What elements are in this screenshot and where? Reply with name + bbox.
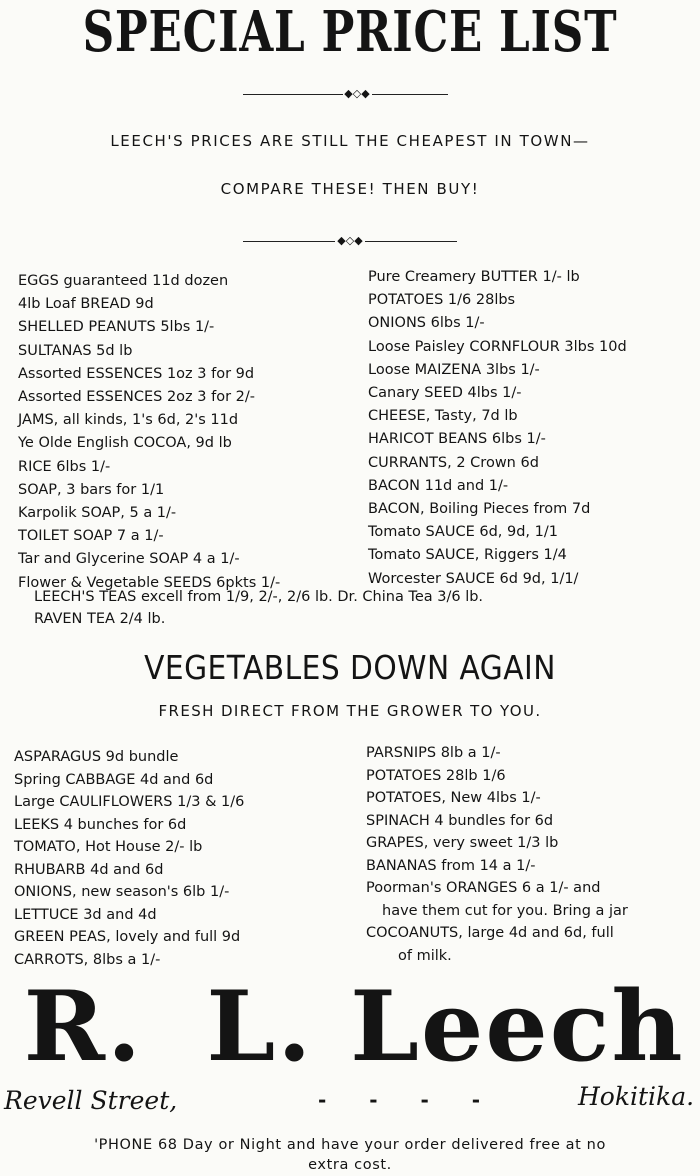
list-item: Tar and Glycerine SOAP 4 a 1/- <box>18 551 240 568</box>
list-item: JAMS, all kinds, 1's 6d, 2's 11d <box>18 412 239 429</box>
list-item: Tomato SAUCE, Riggers 1/4 <box>368 547 567 564</box>
page-title: SPECIAL PRICE LIST <box>82 0 618 65</box>
list-item: POTATOES, New 4lbs 1/- <box>366 790 541 806</box>
divider-left-2 <box>243 241 335 242</box>
grocery-list-right <box>368 266 627 591</box>
ornament-icon-2: ◆◇◆ <box>337 234 363 247</box>
list-item: PARSNIPS 8lb a 1/- <box>366 745 501 761</box>
grocery-list-left <box>18 270 280 595</box>
list-item: ONIONS, new season's 6lb 1/- <box>14 884 230 900</box>
footer-phone: 'PHONE 68 Day or Night and have your order delivered free at no <box>94 1137 606 1153</box>
list-item: BACON, Boiling Pieces from 7d <box>368 501 591 518</box>
list-item: BANANAS from 14 a 1/- <box>366 857 536 874</box>
list-item: EGGS guaranteed 11d dozen <box>18 273 229 289</box>
tagline-cheapest: LEECH'S PRICES ARE STILL THE CHEAPEST IN TOWN— <box>110 132 590 150</box>
list-item: COCOANUTS, large 4d and 6d, full <box>366 925 614 941</box>
list-item: HARICOT BEANS 6lbs 1/- <box>368 431 546 448</box>
list-item: Spring CABBAGE 4d and 6d <box>14 771 214 788</box>
ornament-icon: ◆◇◆ <box>344 87 370 100</box>
teas-line: LEECH'S TEAS excell from 1/9, 2/-, 2/6 lb. Dr. China Tea 3/6 lb. <box>34 589 484 605</box>
list-item: Assorted ESSENCES 2oz 3 for 2/- <box>18 389 255 406</box>
list-item: ASPARAGUS 9d bundle <box>14 749 179 765</box>
list-item: have them cut for you. Bring a jar <box>382 902 628 919</box>
list-item: CHEESE, Tasty, 7d lb <box>368 408 518 425</box>
tagline-compare: COMPARE THESE! THEN BUY! <box>220 180 480 198</box>
list-item: RHUBARB 4d and 6d <box>14 861 164 878</box>
list-item: GRAPES, very sweet 1/3 lb <box>366 835 559 851</box>
divider-right-2 <box>365 241 457 242</box>
list-item: TOILET SOAP 7 a 1/- <box>18 528 164 545</box>
list-item: SPINACH 4 bundles for 6d <box>366 812 554 829</box>
list-item: ONIONS 6lbs 1/- <box>368 315 485 332</box>
list-item: Loose MAIZENA 3lbs 1/- <box>368 361 540 378</box>
vegetable-list-left <box>14 746 244 971</box>
list-item: LETTUCE 3d and 4d <box>14 906 157 923</box>
list-item: CURRANTS, 2 Crown 6d <box>368 454 539 471</box>
list-item: 4lb Loaf BREAD 9d <box>18 296 154 313</box>
list-item: Poorman's ORANGES 6 a 1/- and <box>366 880 601 896</box>
vegetables-heading: VEGETABLES DOWN AGAIN <box>144 648 556 687</box>
vegetable-list-right <box>366 742 628 967</box>
list-item: Canary SEED 4lbs 1/- <box>368 385 522 402</box>
list-item: Ye Olde English COCOA, 9d lb <box>18 435 232 452</box>
address-dashes: - - - - <box>318 1088 499 1112</box>
logo-surname: Leech <box>350 970 685 1083</box>
divider-left <box>243 94 343 95</box>
logo-initial-r: R. <box>23 970 144 1083</box>
list-item: Loose Paisley CORNFLOUR 3lbs 10d <box>368 338 627 355</box>
list-item: Assorted ESSENCES 1oz 3 for 9d <box>18 365 255 382</box>
list-item: Large CAULIFLOWERS 1/3 & 1/6 <box>14 794 245 810</box>
vegetables-subheading: FRESH DIRECT FROM THE GROWER TO YOU. <box>158 702 542 720</box>
list-item: Flower & Vegetable SEEDS 6pkts 1/- <box>18 574 281 591</box>
store-logo <box>23 970 685 1083</box>
logo-initial-l: L. <box>206 970 314 1083</box>
list-item: Karpolik SOAP, 5 a 1/- <box>18 505 177 522</box>
list-item: of milk. <box>398 947 452 964</box>
list-item: LEEKS 4 bunches for 6d <box>14 816 187 833</box>
list-item: TOMATO, Hot House 2/- lb <box>14 839 203 855</box>
list-item: Pure Creamery BUTTER 1/- lb <box>368 269 580 285</box>
town-name: Hokitika. <box>578 1082 695 1111</box>
list-item: CARROTS, 8lbs a 1/- <box>14 951 161 968</box>
raven-tea-line: RAVEN TEA 2/4 lb. <box>34 611 166 627</box>
list-item: Worcester SAUCE 6d 9d, 1/1/ <box>368 570 579 587</box>
list-item: SOAP, 3 bars for 1/1 <box>18 481 165 498</box>
divider-right <box>372 94 448 95</box>
list-item: RICE 6lbs 1/- <box>18 458 111 475</box>
list-item: SULTANAS 5d lb <box>18 342 133 359</box>
footer-cost: extra cost. <box>308 1157 392 1173</box>
list-item: Tomato SAUCE 6d, 9d, 1/1 <box>368 524 558 541</box>
street-address: Revell Street, <box>4 1086 178 1115</box>
list-item: POTATOES 1/6 28lbs <box>368 292 516 309</box>
list-item: SHELLED PEANUTS 5lbs 1/- <box>18 319 215 336</box>
list-item: GREEN PEAS, lovely and full 9d <box>14 929 241 945</box>
list-item: POTATOES 28lb 1/6 <box>366 767 506 784</box>
list-item: BACON 11d and 1/- <box>368 477 509 494</box>
